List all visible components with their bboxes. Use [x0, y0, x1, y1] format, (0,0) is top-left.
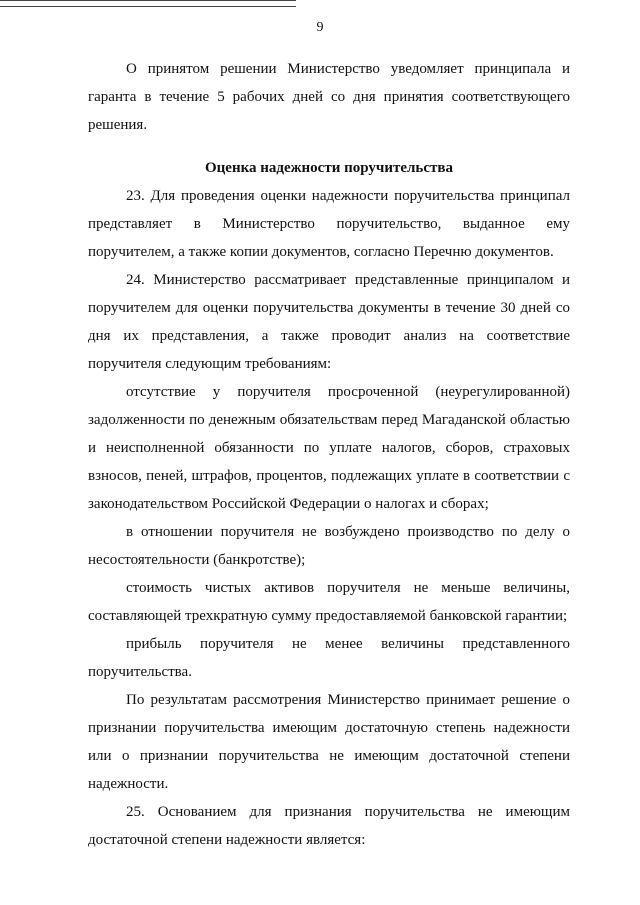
paragraph-24: 24. Министерство рассматривает представленные принципалом и поручителем для оценки поручительства документы в течение 30 дней со дня их представления, а также проводит анализ на соответствие поручителя следующим требованиям:: [88, 272, 570, 372]
page-number: 9: [316, 20, 324, 35]
requirement-profit: прибыль поручителя не менее величины представленного поручительства.: [88, 636, 570, 680]
requirement-net-assets: стоимость чистых активов поручителя не меньше величины, составляющей трехкратную сумму предоставляемой банковской гарантии;: [88, 580, 570, 624]
paragraph-23: 23. Для проведения оценки надежности поручительства принципал представляет в Министерство поручительство, выданное ему поручителем, а также копии документов, согласно Перечню документов.: [88, 188, 570, 260]
requirement-no-debt: отсутствие у поручителя просроченной (неурегулированной) задолженности по денежным обязательствам перед Магаданской областью и неисполненной обязанности по уплате налогов, сборов, страховых взносов, пеней, штрафов, процентов, подлежащих уплате в соответствии с законодательством Российской Федерации о налогах и сборах;: [88, 384, 570, 512]
requirement-no-bankruptcy: в отношении поручителя не возбуждено производство по делу о несостоятельности (банкротстве);: [88, 524, 570, 568]
section-title: Оценка надежности поручительства: [205, 160, 453, 176]
paragraph-25: 25. Основанием для признания поручительства не имеющим достаточной степени надежности является:: [88, 804, 570, 848]
top-rule: [0, 0, 296, 7]
intro-paragraph: О принятом решении Министерство уведомляет принципала и гаранта в течение 5 рабочих дней со дня принятия соответствующего решения.: [88, 61, 570, 133]
document-body: [88, 55, 570, 854]
decision-paragraph: По результатам рассмотрения Министерство принимает решение о признании поручительства имеющим достаточную степень надежности или о признании поручительства не имеющим достаточной степени надежности.: [88, 692, 570, 792]
